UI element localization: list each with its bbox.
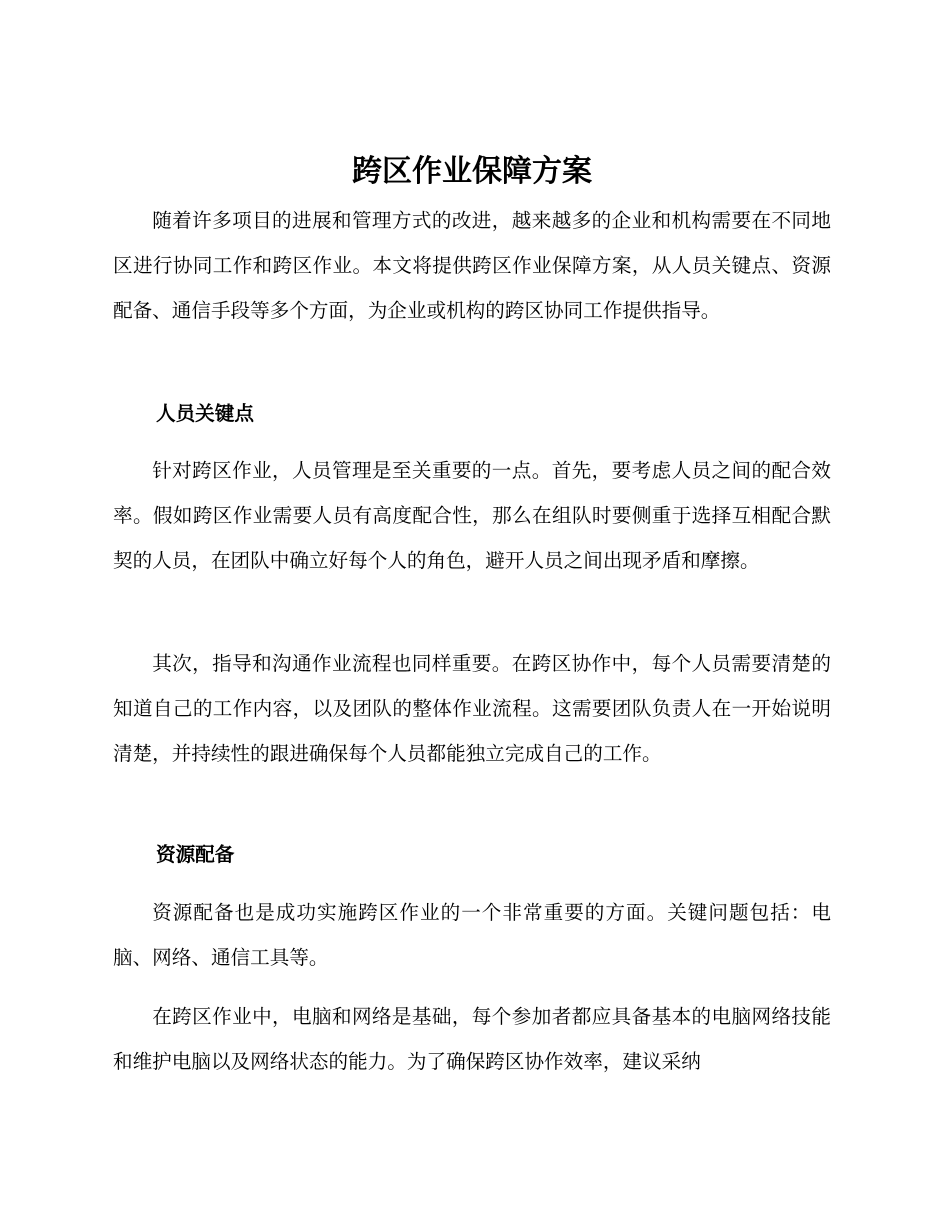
section-heading-resources: 资源配备 bbox=[156, 843, 235, 866]
intro-paragraph: 随着许多项目的进展和管理方式的改进，越来越多的企业和机构需要在不同地区进行协同工作和跨区作业。本文将提供跨区作业保障方案，从人员关键点、资源配备、通信手段等多个方面，为企业或机构的跨区协同工作提供指导。 bbox=[113, 209, 831, 322]
resources-paragraph-1: 资源配备也是成功实施跨区作业的一个非常重要的方面。关键问题包括：电脑、网络、通信工具等。 bbox=[113, 901, 831, 969]
resources-paragraph-2: 在跨区作业中，电脑和网络是基础，每个参加者都应具备基本的电脑网络技能和维护电脑以及网络状态的能力。为了确保跨区协作效率，建议采纳 bbox=[113, 1005, 831, 1073]
section-heading-personnel: 人员关键点 bbox=[156, 402, 254, 425]
personnel-paragraph-1: 针对跨区作业，人员管理是至关重要的一点。首先，要考虑人员之间的配合效率。假如跨区作业需要人员有高度配合性，那么在组队时要侧重于选择互相配合默契的人员，在团队中确立好每个人的角色，避开人员之间出现矛盾和摩擦。 bbox=[113, 459, 831, 572]
document-title: 跨区作业保障方案 bbox=[352, 154, 592, 189]
personnel-paragraph-2: 其次，指导和沟通作业流程也同样重要。在跨区协作中，每个人员需要清楚的知道自己的工作内容，以及团队的整体作业流程。这需要团队负责人在一开始说明清楚，并持续性的跟进确保每个人员都能独立完成自己的工作。 bbox=[113, 652, 831, 765]
